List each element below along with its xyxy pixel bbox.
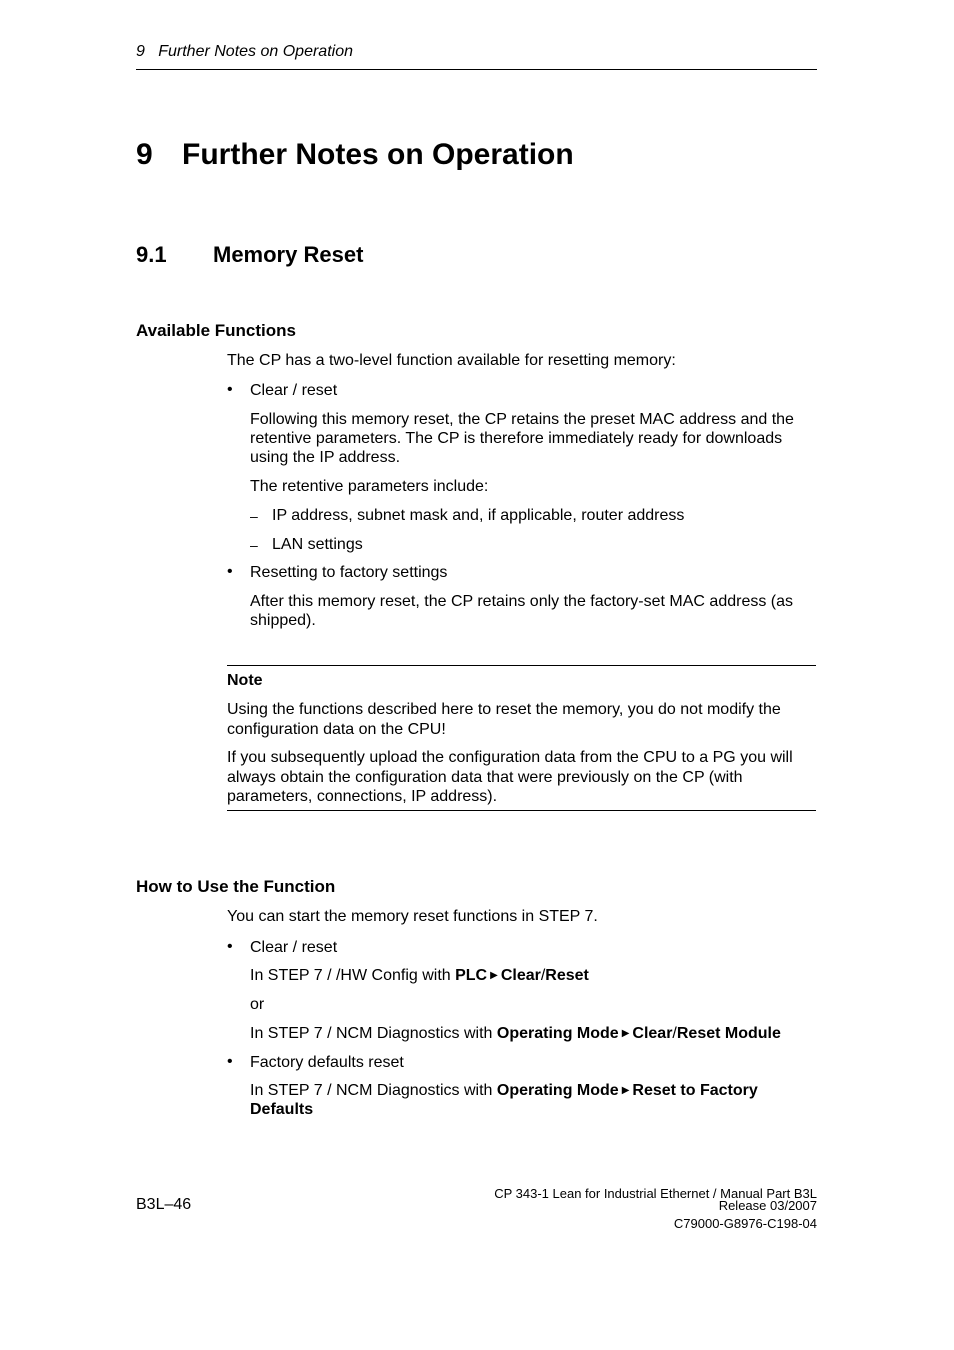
clear-reset-desc-line-3: using the IP address. [250, 449, 401, 466]
how-to-use-intro: You can start the memory reset functions in STEP 7. [227, 908, 598, 925]
retentive-item: LAN settings [272, 536, 363, 553]
chapter-number: 9 [136, 138, 153, 171]
note-para2-line-3: parameters, connections, IP address). [227, 788, 498, 805]
note-bottom-rule [227, 810, 816, 811]
section-title [136, 242, 363, 268]
menu-arrow-icon: ▶ [621, 1085, 630, 1096]
menu-reset: Reset [545, 967, 589, 984]
menu-operating-mode: Operating Mode [496, 1082, 619, 1099]
menu-reset-module: Reset Module [676, 1025, 781, 1042]
ncm-prefix: In STEP 7 / NCM Diagnostics with [250, 1025, 497, 1042]
bullet-icon: • [227, 563, 233, 580]
chapter-title [136, 138, 574, 172]
note-para2-line-2: always obtain the configuration data that were previously on the CP (with [227, 769, 743, 786]
factory-settings-label: Resetting to factory settings [250, 564, 448, 581]
menu-operating-mode: Operating Mode [496, 1025, 619, 1042]
factory-settings-desc-line-1: After this memory reset, the CP retains only the factory-set MAC address (as [250, 593, 794, 610]
note-para2-line-1: If you subsequently upload the configuration data from the CPU to a PG you will [227, 749, 793, 766]
section-title-text: Memory Reset [213, 242, 364, 267]
manual-title: CP 343-1 Lean for Industrial Ethernet / Manual Part B3L [494, 1186, 817, 1201]
section-number: 9.1 [136, 242, 167, 267]
clear-reset-desc-line-1: Following this memory reset, the CP retains the preset MAC address and the [250, 411, 794, 428]
header-rule [136, 69, 817, 70]
note-para1-line-1: Using the functions described here to reset the memory, you do not modify the [227, 701, 781, 718]
running-header: 9 Further Notes on Operation [136, 43, 353, 60]
menu-reset-to-factory: Reset to Factory [632, 1082, 758, 1099]
note-title: Note [227, 672, 263, 689]
note-top-rule [227, 665, 816, 666]
ncm-clear-instruction [250, 1024, 781, 1043]
factory-defaults-label: Factory defaults reset [250, 1054, 404, 1071]
dash-icon: – [250, 508, 258, 524]
ncm-factory-instruction [250, 1081, 758, 1100]
release: Release 03/2007 [718, 1198, 817, 1213]
order-number: C79000-G8976-C198-04 [673, 1216, 817, 1231]
note-para1-line-2: configuration data on the CPU! [227, 721, 446, 738]
factory-settings-desc-line-2: shipped). [250, 612, 316, 629]
how-to-use-heading: How to Use the Function [136, 877, 336, 896]
available-functions-intro: The CP has a two-level function available for resetting memory: [227, 352, 676, 369]
retentive-item: IP address, subnet mask and, if applicable, router address [272, 507, 685, 524]
available-functions-heading: Available Functions [136, 321, 296, 340]
page-number: B3L–46 [136, 1196, 192, 1213]
hw-config-prefix: In STEP 7 / /HW Config with [250, 967, 456, 984]
menu-slash: / [672, 1025, 677, 1042]
menu-slash: / [540, 967, 546, 984]
dash-icon: – [250, 537, 258, 553]
hw-config-instruction [250, 966, 589, 985]
clear-reset-desc-line-2: retentive parameters. The CP is therefore immediately ready for downloads [250, 430, 783, 447]
menu-clear: Clear [632, 1025, 673, 1042]
menu-arrow-icon: ▶ [621, 1028, 630, 1039]
ncm-factory-instruction-cont [250, 1100, 313, 1119]
bullet-icon: • [227, 1053, 233, 1070]
ncm-prefix: In STEP 7 / NCM Diagnostics with [250, 1082, 497, 1099]
or-text: or [250, 996, 265, 1013]
retentive-intro: The retentive parameters include: [250, 478, 489, 495]
menu-arrow-icon: ▶ [490, 970, 498, 981]
menu-plc: PLC [455, 967, 488, 984]
menu-clear: Clear [500, 967, 541, 984]
how-clear-reset-label: Clear / reset [250, 939, 338, 956]
chapter-title-text: Further Notes on Operation [182, 138, 574, 171]
menu-defaults: Defaults [250, 1101, 314, 1118]
bullet-icon: • [227, 381, 233, 398]
bullet-icon: • [227, 938, 233, 955]
clear-reset-label: Clear / reset [250, 382, 338, 399]
